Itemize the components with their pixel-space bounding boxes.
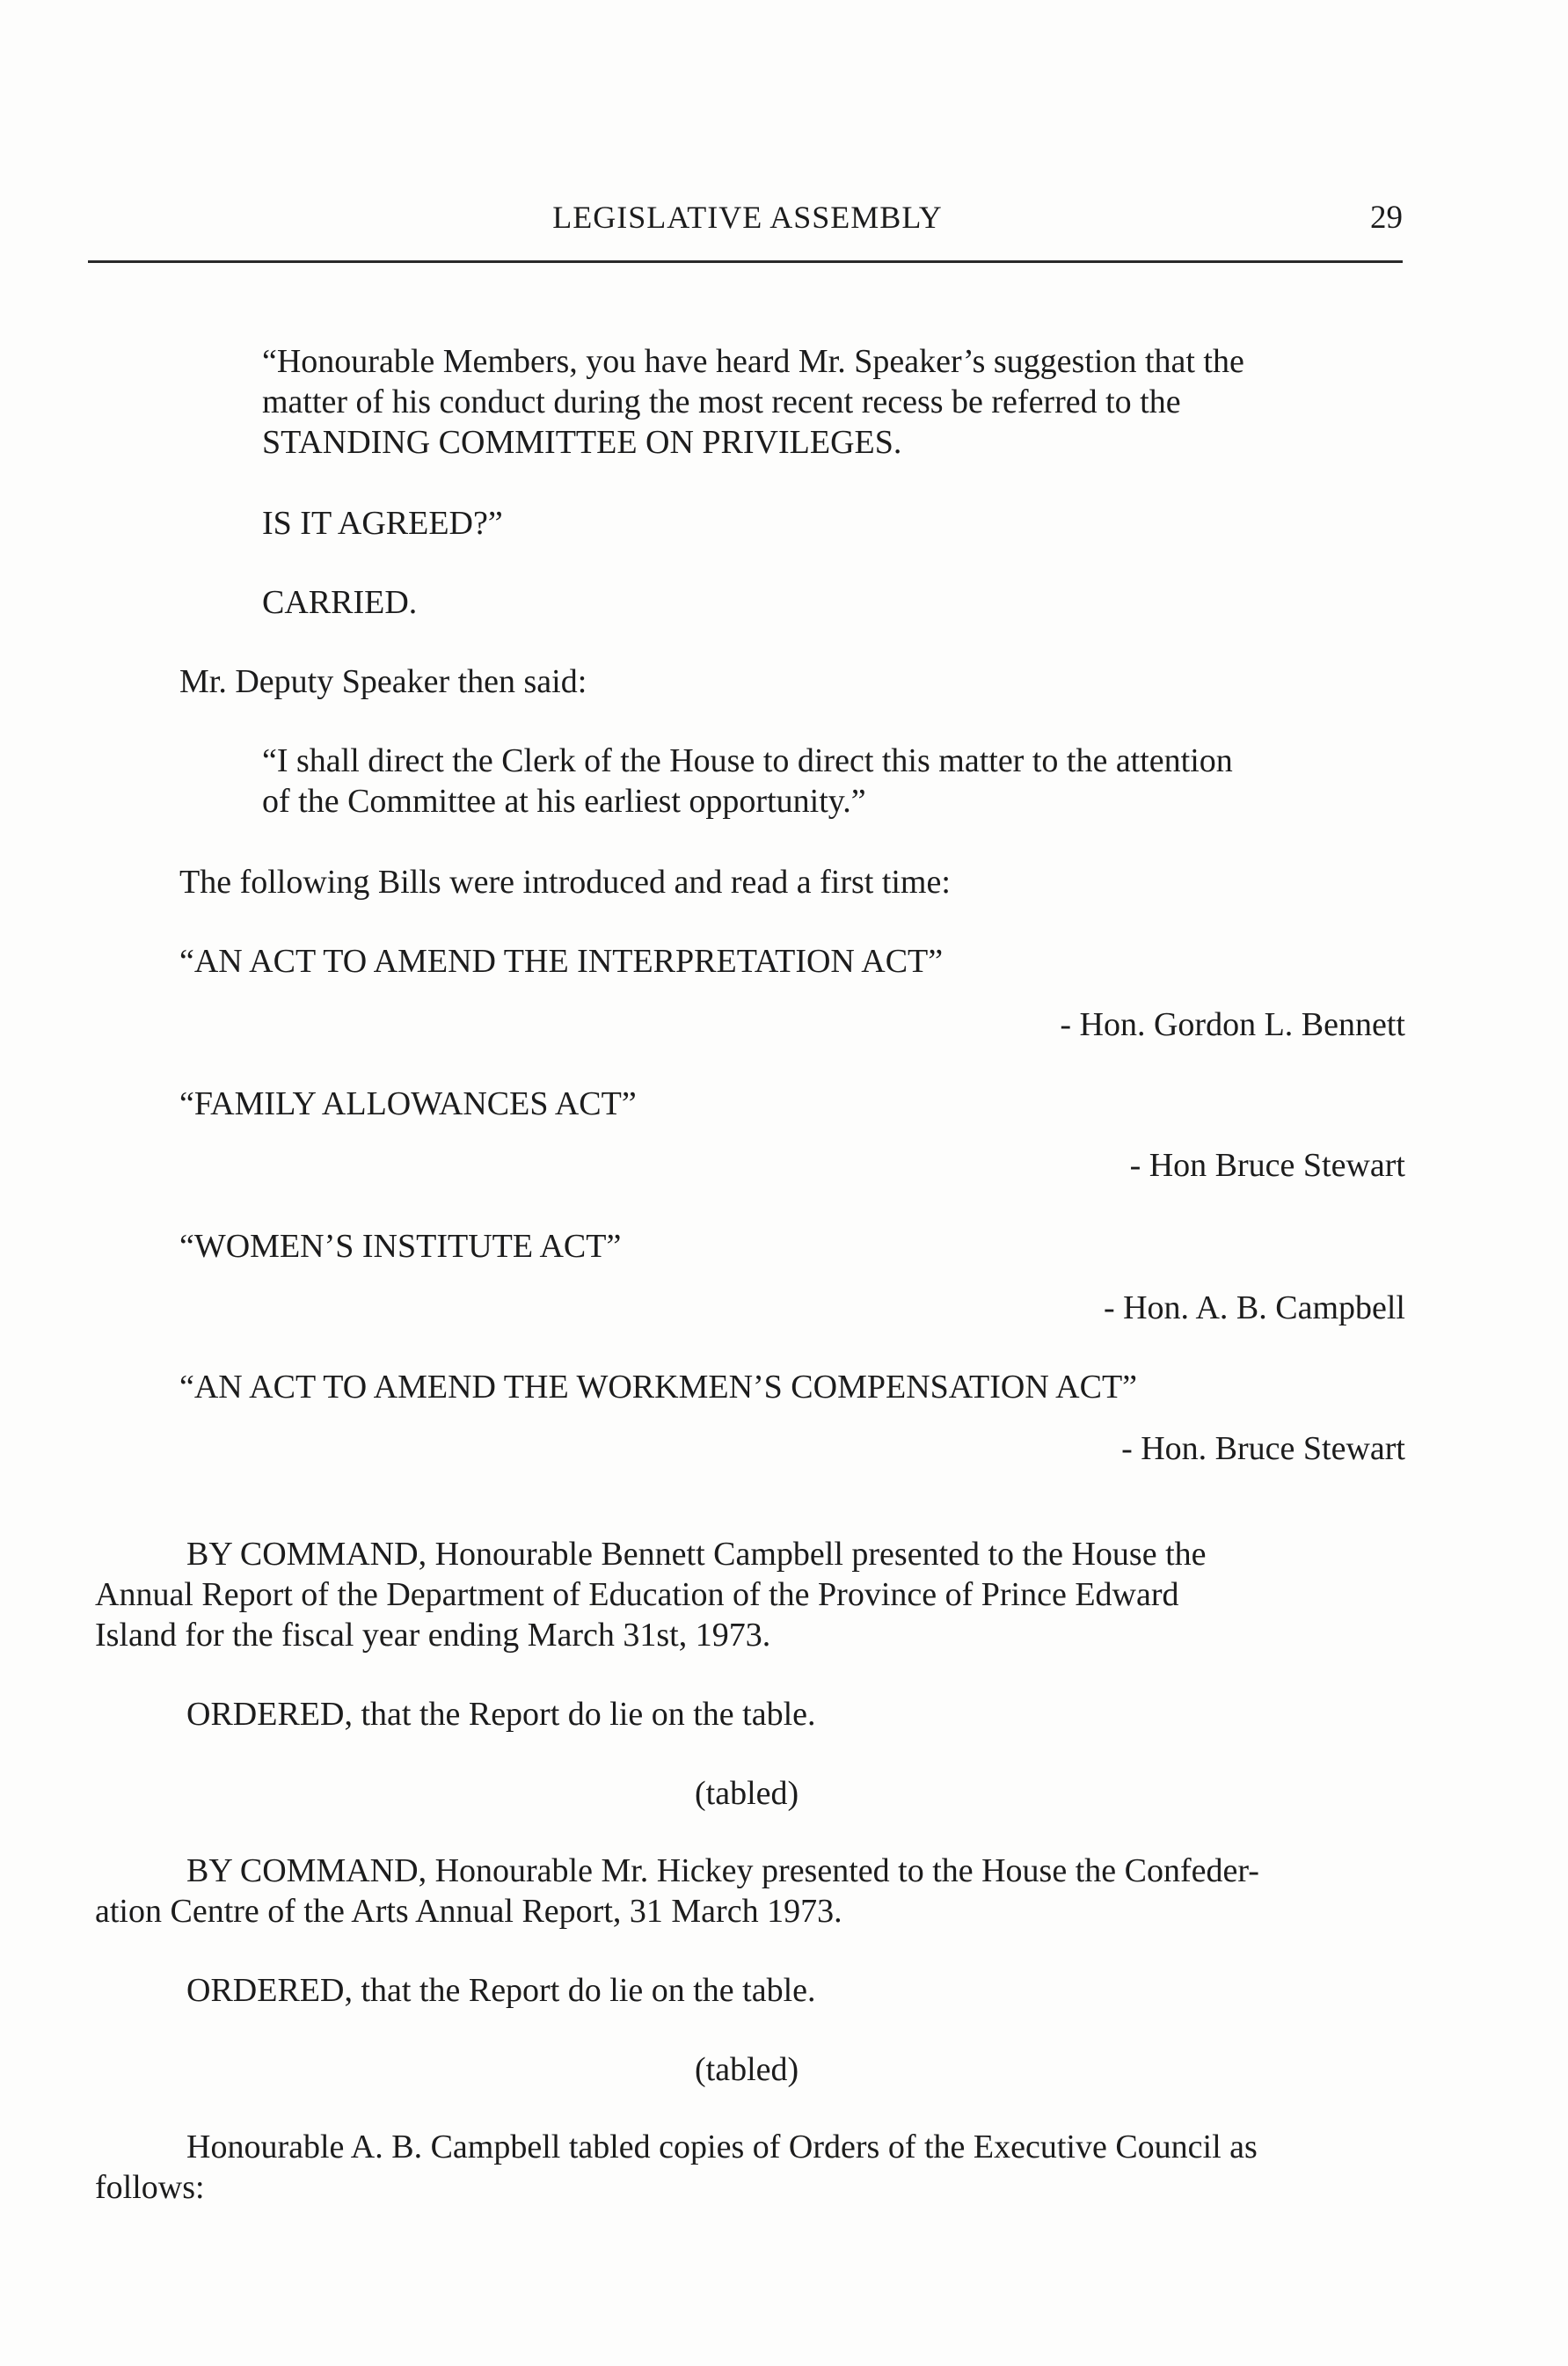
paragraph-line: Annual Report of the Department of Education of the Province of Prince Edward [95,1576,1179,1613]
deputy-speaker-text: Mr. Deputy Speaker then said: [179,663,587,700]
paragraph-line: Honourable A. B. Campbell tabled copies of Orders of the Executive Council as [186,2129,1258,2165]
tabled-text: (tabled) [695,2051,799,2088]
running-header-title: LEGISLATIVE ASSEMBLY [552,200,943,235]
paragraph-line: BY COMMAND, Honourable Bennett Campbell presented to the House the [186,1536,1207,1573]
ordered-text: ORDERED, that the Report do lie on the table. [186,1972,816,2009]
paragraph-line: Island for the fiscal year ending March 31st, 1973. [95,1617,771,1654]
header-rule [88,260,1403,263]
paragraph-line: follows: [95,2169,205,2206]
page-number: 29 [1370,200,1403,236]
tabled-text: (tabled) [695,1775,799,1812]
bills-intro-text: The following Bills were introduced and read a first time: [179,864,951,901]
quote-line: STANDING COMMITTEE ON PRIVILEGES. [262,424,902,461]
bill-title: “AN ACT TO AMEND THE INTERPRETATION ACT” [179,943,944,980]
bill-title: “WOMEN’S INSTITUTE ACT” [179,1228,622,1265]
quote-line: “I shall direct the Clerk of the House to direct this matter to the attention [262,742,1233,779]
bill-title: “AN ACT TO AMEND THE WORKMEN’S COMPENSATION ACT” [179,1369,1138,1406]
bill-sponsor: - Hon. Gordon L. Bennett [1060,1006,1405,1043]
bill-sponsor: - Hon. A. B. Campbell [1103,1289,1405,1326]
bill-title: “FAMILY ALLOWANCES ACT” [179,1085,637,1122]
quote-line: matter of his conduct during the most recent recess be referred to the [262,383,1181,420]
is-it-agreed-text: IS IT AGREED?” [262,505,503,542]
quote-line: “Honourable Members, you have heard Mr. Speaker’s suggestion that the [262,343,1244,380]
carried-text: CARRIED. [262,584,418,621]
paragraph-line: BY COMMAND, Honourable Mr. Hickey presented to the House the Confeder- [186,1852,1259,1889]
quote-line: of the Committee at his earliest opportunity.” [262,783,866,820]
bill-sponsor: - Hon Bruce Stewart [1129,1147,1405,1184]
ordered-text: ORDERED, that the Report do lie on the table. [186,1696,816,1733]
paragraph-line: ation Centre of the Arts Annual Report, 31 March 1973. [95,1893,842,1930]
bill-sponsor: - Hon. Bruce Stewart [1121,1430,1405,1467]
